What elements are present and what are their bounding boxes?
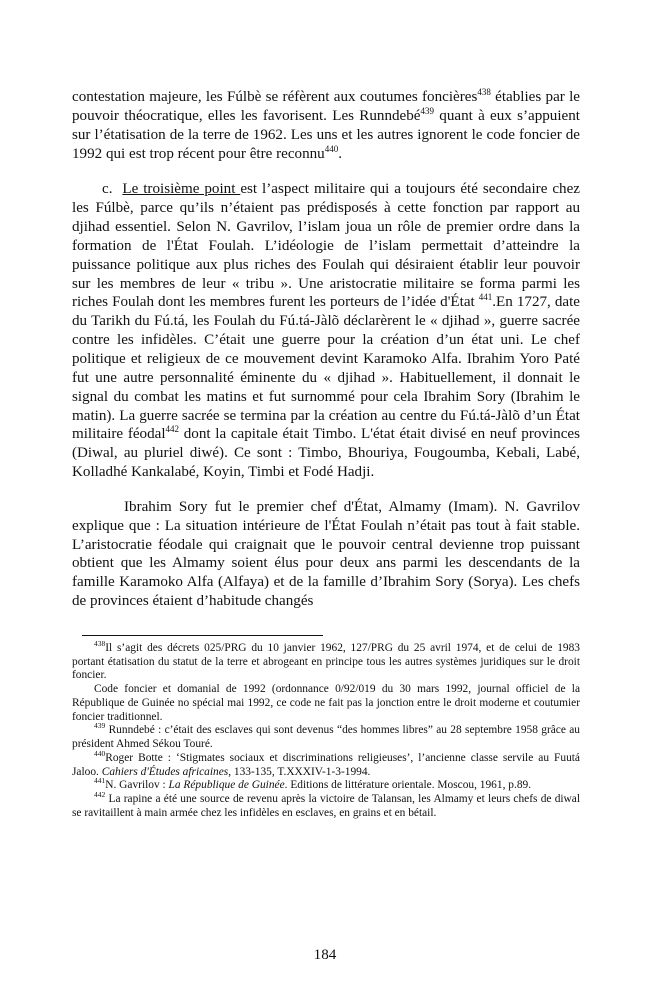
page-number: 184 (313, 947, 337, 963)
footnote-438: $^{438}$Il s’agit des décrets 025/PRG du 10 janvier 1962, 127/PRG du 25 avril 1974, et de celui de 1983 portant étatisation du statut de la terre et abrogeant en principe tous les autres systèmes juridiques sur le droit foncier. (72, 639, 580, 682)
footnote-ref-439[interactable]: 439 (420, 105, 434, 116)
footnote-ref-441[interactable]: 441 (478, 292, 493, 303)
footnote-ref-440[interactable]: 440 (324, 143, 339, 154)
footnote-ref-438[interactable]: 438 (477, 86, 491, 97)
footnote-442: $^{442}$ La rapine a été une source de revenu après la victoire de Talansan, les Almamy et leurs chefs de diwal se ravitaillent à main armée chez les infidèles en esclaves, en grains et en bétail. (72, 790, 580, 819)
section-heading-underlined: Le troisième point (122, 181, 241, 198)
footnote-ref-442[interactable]: 442 (165, 424, 180, 435)
paragraph-2: c. Le troisième point est l’aspect militaire qui a toujours été secondaire chez les Fúlbè, parce qu’ils n’étaient pas prédisposés à cette fonction par rapport au djihad essentiel. Selon N. Gavrilov, l’islam joua un rôle de premier ordre dans la formation de l'État Foulah. L’idéologie de l’islam permettait d’atteindre la puissance politique aux plus riches des Foulah qui désiraient établir leur pouvoir sur les membres de leur « tribu ». Une aristocratie militaire se forma parmi les riches Foulah dont les membres furent les porteurs de l’idée d'État $^{441}$.En 1727, date du Tarikh du Fú.tá, les Foulah du Fú.tá-Jàlõ déclarèrent le « djihad », guerre sacrée contre les infidèles. C’était une guerre pour la création d’un état uni. Le chef politique et religieux de ce mouvement devint Karamoko Alfa. Ibrahim Yoro Paté fut une autre personnalité éminente du « djihad ». Habituellement, il donnait le signal du combat les matins et fut surnommé pour cela Ibrahim Sory (Ibrahim le matin). La guerre sacrée se termina par la création au centre du Fú.tá-Jàlõ d’un État militaire féodal$^{442}$ dont la capitale était Timbo. L'état était divisé en neuf provinces (Diwal, au pluriel diwé). Ce sont : Timbo, Bhouriya, Fougoumba, Kebali, Labé, Kolladhé Kankalabé, Koyin, Timbi et Fodé Hadji. (72, 181, 580, 481)
paragraph-3: Ibrahim Sory fut le premier chef d'État, Almamy (Imam). N. Gavrilov explique que : La situation intérieure de l'État Foulah n’était pas tout à fait stable. L’aristocratie féodale qui craignait que le pouvoir central devienne trop puissant obtient que les Almamy soient élus pour deux ans parmi les descendants de la famille Karamoko Alfa (Alfaya) et de la famille d’Ibrahim Sory (Sorya). Les chefs de provinces étaient d’habitude changés (72, 498, 580, 610)
page-body (72, 88, 580, 821)
footnote-439: $^{439}$ Runndebé : c’était des esclaves qui sont devenus “des hommes libres” au 28 septembre 1958 grâce au président Ahmed Sékou Touré. (72, 721, 580, 751)
footnote-440: $^{440}$Roger Botte : ‘Stigmates sociaux et discriminations religieuses’, l’ancienne classe servile au Fuutá Jaloo. Cahiers d'Études africaines, 133-135, T.XXXIV-1-3-1994. (72, 749, 580, 778)
footnote-separator (82, 635, 323, 636)
paragraph-1: contestation majeure, les Fúlbè se réfèrent aux coutumes foncières$^{438}$ établies par le pouvoir théocratique, elles les favorisent. Les Runndebé$^{439}$ quant à eux s’appuient sur l’étatisation de la terre de 1962. Les uns et les autres ignorent le code foncier de 1992 qui est trop récent pour être reconnu$^{440}$. (72, 86, 580, 162)
footnote-438-continued: Code foncier et domanial de 1992 (ordonnance 0/92/019 du 30 mars 1992, journal officiel de la République de Guinée no spécial mai 1992, ce code ne fait pas la jonction entre le droit moderne et coutumier foncier traditionnel. (72, 683, 580, 723)
footnote-441: $^{441}$N. Gavrilov : La République de Guinée. Editions de littérature orientale. Moscou, 1961, p.89. (94, 776, 532, 792)
